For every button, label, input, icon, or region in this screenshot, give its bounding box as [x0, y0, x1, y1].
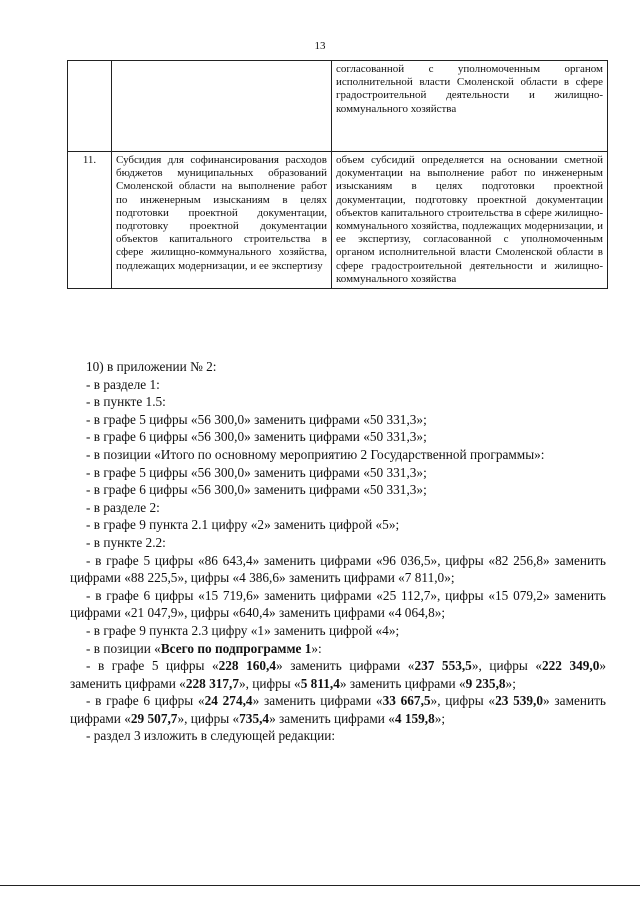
- text-span: » заменить цифрами «: [269, 710, 395, 726]
- text-span: » заменить цифрами «: [339, 675, 466, 691]
- row-description: объем субсидий определяется на основании сметной документации на выполнение работ по инженерным изысканиям в целях подготовки проектной документации, подготовку проектной документации объектов капитального строительства в сфере жилищно-коммунального хозяйства, подлежащих модернизации, и ее экспертизу, согласованной с уполномоченным органом исполнительной власти Смоленской области в сфере градостроительной деятельности и жилищно-коммунального хозяйства: [332, 152, 608, 289]
- row-description: согласованной с уполномоченным органом исполнительной власти Смоленской области в сфере градостроительной деятельности и жилищно-коммунального хозяйства: [332, 61, 608, 152]
- paragraph: - в графе 5 цифры «56 300,0» заменить цифрами «50 331,3»;: [86, 411, 427, 427]
- paragraph: - в позиции «Итого по основному мероприятию 2 Государственной программы»:: [86, 446, 545, 462]
- text-span: », цифры «: [177, 710, 240, 726]
- paragraph: - в разделе 2:: [86, 499, 160, 515]
- text-span: » заменить цифрами «: [252, 693, 383, 709]
- bold-text: 9 235,8: [465, 675, 506, 691]
- text-span: » заменить цифрами «: [70, 693, 606, 726]
- row-number: [68, 61, 112, 152]
- bold-text: 735,4: [239, 710, 270, 726]
- bold-text: 23 539,0: [495, 693, 544, 709]
- paragraph: - в графе 6 цифры «56 300,0» заменить цифрами «50 331,3»;: [86, 429, 427, 445]
- bold-text: 228 160,4: [218, 658, 277, 674]
- text-span: »;: [505, 675, 516, 691]
- text-span: », цифры «: [471, 658, 542, 674]
- bold-text: 237 553,5: [414, 658, 472, 674]
- page-number: 13: [314, 40, 326, 52]
- text-span: » заменить цифрами «: [276, 658, 415, 674]
- paragraph: - в графе 5 цифры «56 300,0» заменить цифрами «50 331,3»;: [86, 464, 427, 480]
- bold-text: 228 317,7: [185, 675, 239, 691]
- paragraph: - в графе 9 пункта 2.3 цифру «1» заменить цифрой «4»;: [86, 622, 400, 638]
- row-name: [112, 61, 332, 152]
- bold-text: 222 349,0: [541, 658, 600, 674]
- paragraph: [70, 640, 606, 658]
- text-span: - в графе 6 цифры «: [86, 693, 205, 709]
- text-span: - в позиции «: [86, 640, 161, 656]
- bold-text: Всего по подпрограмме 1: [160, 640, 312, 656]
- table-row: [68, 61, 608, 152]
- text-span: »:: [311, 640, 322, 656]
- text-span: »;: [434, 710, 446, 726]
- paragraph: - в графе 9 пункта 2.1 цифру «2» заменить цифрой «5»;: [86, 517, 400, 533]
- row-number: 11.: [68, 152, 112, 289]
- bold-text: 5 811,4: [300, 675, 340, 691]
- footer-rule: [0, 885, 640, 886]
- text-span: », цифры «: [430, 693, 496, 709]
- text-span: » заменить цифрами «: [70, 658, 607, 691]
- text-span: - в графе 5 цифры «: [86, 658, 219, 674]
- table-row: [68, 152, 608, 289]
- paragraph: - в графе 5 цифры «86 643,4» заменить цифрами «96 036,5», цифры «82 256,8» заменить цифрами «88 225,5», цифры «4 386,6» заменить цифрами «7 811,0»;: [70, 552, 606, 586]
- paragraph: [70, 657, 606, 692]
- paragraph: - в пункте 1.5:: [86, 394, 166, 410]
- bold-text: 29 507,7: [130, 710, 178, 726]
- paragraph: 10) в приложении № 2:: [86, 359, 217, 374]
- paragraph: - раздел 3 изложить в следующей редакции:: [86, 728, 336, 744]
- paragraph: - в графе 6 цифры «56 300,0» заменить цифрами «50 331,3»;: [86, 482, 427, 498]
- text-span: », цифры «: [239, 675, 301, 691]
- paragraph: - в пункте 2.2:: [86, 534, 166, 550]
- bold-text: 33 667,5: [382, 693, 431, 709]
- paragraph: - в графе 6 цифры «15 719,6» заменить цифрами «25 112,7», цифры «15 079,2» заменить цифрами «21 047,9», цифры «640,4» заменить цифрами «4 064,8»;: [70, 587, 606, 621]
- row-name: Субсидия для софинансирования расходов бюджетов муниципальных образований Смоленской области на выполнение работ по инженерным изысканиям в целях подготовки проектной документации, подготовку проектной документации объектов капитального строительства в сфере жилищно-коммунального хозяйства, подлежащих модернизации, и ее экспертизу: [112, 152, 332, 289]
- bold-text: 4 159,8: [394, 710, 435, 726]
- document-table: [67, 60, 608, 289]
- paragraph: [70, 692, 606, 727]
- bold-text: 24 274,4: [204, 693, 253, 709]
- document-body: [70, 358, 606, 745]
- paragraph: - в разделе 1:: [86, 376, 160, 392]
